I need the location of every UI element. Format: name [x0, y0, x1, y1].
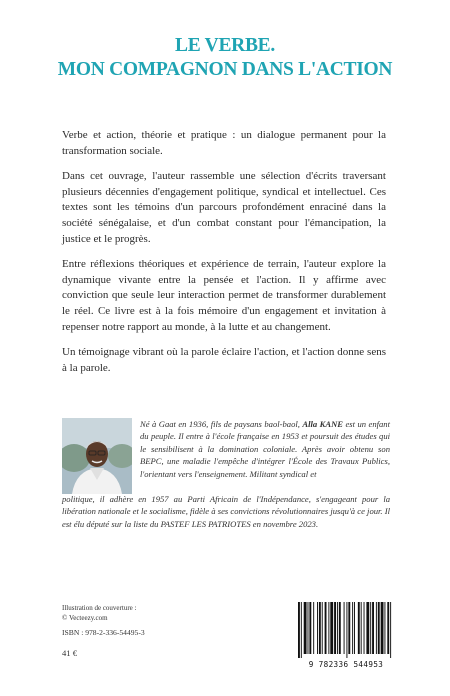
barcode-digits: 9 782336 544953	[308, 660, 384, 669]
barcode-bar	[328, 602, 329, 654]
credit-line-1: Illustration de couverture :	[62, 604, 137, 612]
barcode	[290, 600, 402, 666]
barcode-bar	[308, 602, 309, 654]
barcode-bar	[378, 602, 380, 654]
barcode-bar	[339, 602, 341, 654]
barcode-bar	[325, 602, 327, 654]
isbn: ISBN : 978-2-336-54495-3	[62, 628, 145, 637]
barcode-bar	[390, 602, 391, 658]
barcode-bar	[330, 602, 333, 654]
blurb-paragraph-2: Dans cet ouvrage, l'auteur rassemble une sélection d'écrits traversant plusieurs décennies d'engagement politique, syndical et intellectuel. Ces textes sont les témoins d'un parcours profondément enraciné dans la société sénégalaise, et d'un combat constant pour l'émancipation, la justice et le progrès.	[62, 170, 386, 245]
barcode-bar	[337, 602, 338, 654]
barcode-bars-icon	[290, 600, 402, 660]
title-line-1: LE VERBE.	[175, 35, 275, 56]
barcode-bar	[348, 602, 350, 654]
barcode-bar	[317, 602, 318, 654]
barcode-bar	[309, 602, 311, 654]
author-bio	[140, 418, 390, 480]
barcode-bar	[304, 602, 307, 654]
cover-credits	[62, 604, 242, 623]
barcode-bar	[381, 602, 384, 654]
bio-text-start: Né à Gaat en 1936, fils de paysans baol-baol,	[140, 419, 303, 429]
barcode-bar	[354, 602, 355, 654]
barcode-bar	[319, 602, 321, 654]
barcode-bar	[370, 602, 371, 654]
barcode-bar	[364, 602, 365, 654]
blurb-paragraph-1: Verbe et action, théorie et pratique : un dialogue permanent pour la transformation sociale.	[62, 129, 386, 157]
author-bio-intro	[140, 418, 390, 480]
credit-line-2: © Vecteezy.com	[62, 613, 108, 622]
barcode-bar	[366, 602, 369, 654]
barcode-bar	[372, 602, 374, 654]
barcode-bar	[352, 602, 353, 654]
bio-text-middle: est un enfant du peuple. Il entre à l'école française en 1953 et poursuit des études qui le sensibilisent à la domination coloniale. Après avoir obtenu son BEPC, une maladie l'empêche d'intégrer l'École des Travaux Publics, l'orientant vers l'enseignement. Militant syndical et	[140, 419, 390, 479]
barcode-bar	[313, 602, 314, 654]
barcode-bar	[346, 602, 347, 658]
barcode-bar	[322, 602, 323, 654]
barcode-bar	[298, 602, 300, 658]
author-name: Alla KANE	[302, 419, 344, 429]
barcode-bar	[344, 602, 345, 654]
blurb	[62, 128, 386, 386]
barcode-bar	[384, 602, 385, 654]
barcode-bar	[358, 602, 360, 654]
barcode-bar	[301, 602, 302, 658]
author-bio-continued: politique, il adhère en 1957 au Parti Africain de l'Indépendance, s'engageant pour la libération nationale et le socialisme, fidèle à ses convictions révolutionnaires jusqu'à ce jour. Il est élu député sur la liste du PASTEF LES PATRIOTES en novembre 2023.	[62, 494, 390, 529]
title-line-2: MON COMPAGNON DANS L'ACTION	[57, 59, 393, 80]
barcode-bar	[387, 602, 389, 654]
blurb-paragraph-4: Un témoignage vibrant où la parole éclaire l'action, et l'action donne sens à la parole.	[62, 346, 386, 374]
blurb-paragraph-3: Entre réflexions théoriques et expérience de terrain, l'auteur explore la dynamique vivante entre la pensée et l'action. Il y affirme avec conviction que seule leur interaction permet de transformer durablement le réel. Ce livre est à la fois mémoire d'un engagement et invitation à repenser notre rapport au monde, à la lutte et au changement.	[62, 258, 386, 333]
author-portrait-icon	[62, 418, 132, 494]
barcode-bar	[334, 602, 336, 654]
author-photo	[62, 418, 132, 494]
barcode-bar	[376, 602, 377, 654]
price: 41 €	[62, 648, 78, 658]
book-title	[0, 34, 450, 82]
barcode-bar	[361, 602, 362, 654]
